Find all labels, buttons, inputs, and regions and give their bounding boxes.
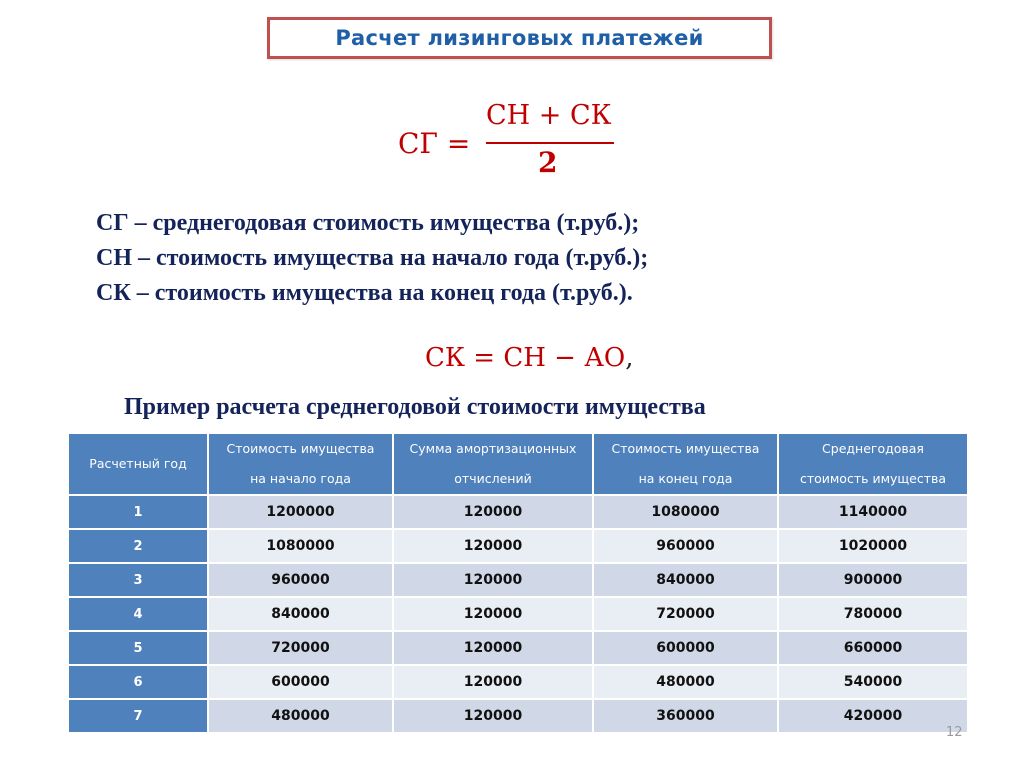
example-subtitle: Пример расчета среднегодовой стоимости имущества: [124, 394, 706, 420]
cell-average-value: 1020000: [778, 529, 968, 563]
cell-depreciation: 120000: [393, 699, 593, 733]
cell-depreciation: 120000: [393, 563, 593, 597]
definition-sk: СК – стоимость имущества на конец года (т.руб.).: [96, 280, 633, 306]
header-average-value: Среднегодовая стоимость имущества: [778, 433, 968, 495]
formula-numerator: СН + СК: [486, 100, 612, 131]
cell-average-value: 900000: [778, 563, 968, 597]
cell-start-value: 600000: [208, 665, 393, 699]
cell-start-value: 960000: [208, 563, 393, 597]
cell-year: 7: [68, 699, 208, 733]
cell-depreciation: 120000: [393, 495, 593, 529]
header-depreciation: Сумма амортизационных отчислений: [393, 433, 593, 495]
cell-depreciation: 120000: [393, 597, 593, 631]
cell-end-value: 360000: [593, 699, 778, 733]
end-value-formula: [425, 343, 633, 373]
cell-year: 4: [68, 597, 208, 631]
table-row: [68, 665, 968, 699]
cell-year: 6: [68, 665, 208, 699]
table-row: [68, 631, 968, 665]
cell-average-value: 420000: [778, 699, 968, 733]
cell-end-value: 840000: [593, 563, 778, 597]
cell-year: 3: [68, 563, 208, 597]
cell-end-value: 960000: [593, 529, 778, 563]
cell-start-value: 720000: [208, 631, 393, 665]
average-value-table: [67, 432, 969, 734]
cell-start-value: 480000: [208, 699, 393, 733]
cell-end-value: 1080000: [593, 495, 778, 529]
cell-year: 5: [68, 631, 208, 665]
table-row: [68, 563, 968, 597]
table-row: [68, 495, 968, 529]
cell-end-value: 480000: [593, 665, 778, 699]
cell-end-value: 600000: [593, 631, 778, 665]
cell-average-value: 780000: [778, 597, 968, 631]
cell-start-value: 1200000: [208, 495, 393, 529]
cell-depreciation: 120000: [393, 529, 593, 563]
table-row: [68, 529, 968, 563]
header-year: Расчетный год: [68, 433, 208, 495]
definition-sn: СН – стоимость имущества на начало года (т.руб.);: [96, 245, 649, 271]
formula2-expr: СК = СН − АО: [425, 343, 626, 373]
header-start-value: Стоимость имущества на начало года: [208, 433, 393, 495]
table-row: [68, 597, 968, 631]
slide-title: Расчет лизинговых платежей: [335, 26, 704, 50]
cell-depreciation: 120000: [393, 665, 593, 699]
cell-average-value: 1140000: [778, 495, 968, 529]
cell-start-value: 840000: [208, 597, 393, 631]
formula2-comma: ,: [625, 343, 634, 373]
formula-denominator: 2: [538, 146, 558, 179]
cell-average-value: 540000: [778, 665, 968, 699]
cell-average-value: 660000: [778, 631, 968, 665]
title-box: [267, 17, 772, 59]
definitions-list: [96, 206, 648, 311]
cell-start-value: 1080000: [208, 529, 393, 563]
cell-end-value: 720000: [593, 597, 778, 631]
cell-year: 1: [68, 495, 208, 529]
cell-year: 2: [68, 529, 208, 563]
page-number: 12: [946, 725, 963, 740]
cell-depreciation: 120000: [393, 631, 593, 665]
table-header-row: [68, 433, 968, 495]
formula-lhs: СГ =: [398, 127, 471, 160]
header-end-value: Стоимость имущества на конец года: [593, 433, 778, 495]
table-row: [68, 699, 968, 733]
average-value-formula: [396, 100, 626, 185]
definition-sg: СГ – среднегодовая стоимость имущества (т.руб.);: [96, 210, 640, 236]
fraction-bar: [486, 142, 614, 144]
